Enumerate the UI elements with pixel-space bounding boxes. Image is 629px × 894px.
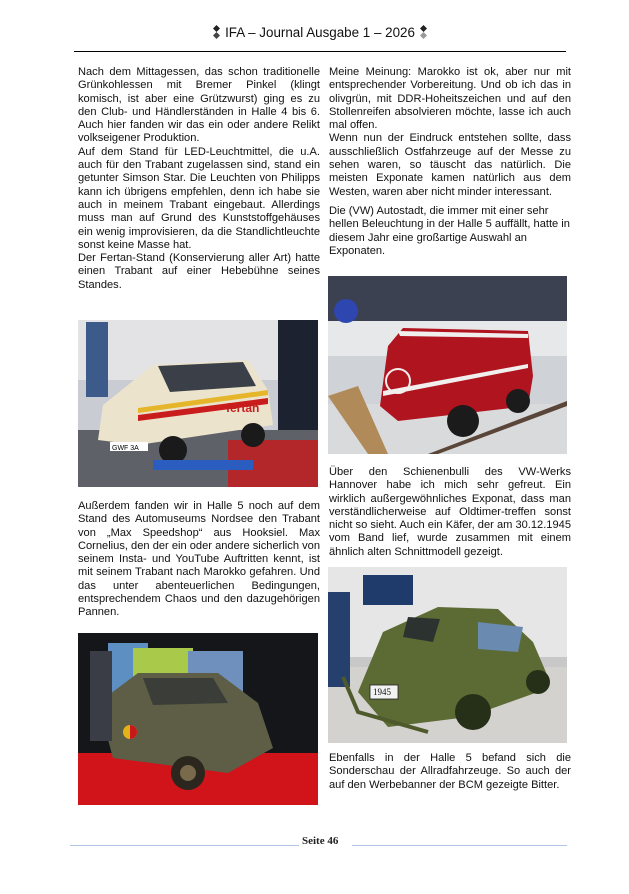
fertan-logo: fertan [226,401,260,415]
photo-trabant-fertan [78,320,318,487]
paragraph: Wenn nun der Eindruck entstehen sollte, dass ausschließlich Ostfahrzeuge auf der Messe zu sehen waren, so täuscht das natürlich. Die meisten Exponate kamen natürlich aus dem Westen, waren aber nicht minder interessant. [329,132,571,198]
photo-vw-schienenbulli [328,276,567,454]
diamond-ornament-icon [212,25,221,39]
paragraph: Auf dem Stand für LED-Leuchtmittel, die u.A. auch für den Trabant zugelassen sind, stand ein getunter Simson Star. Die Leuchten von Philipps kann ich übrigens empfehlen, denn ich habe sie auch in meinem Trabant eingebaut. Allerdings muss man auf Grund des Kunststoffgehäuses ein wenig improvisieren, da die Standlichtleuchte sonst keine Masse hat. [78,145,320,251]
license-plate: 1945 [373,687,391,697]
paragraph: Die (VW) Autostadt, die immer mit einer sehr hellen Beleuchtung in der Halle 5 auffällt, hatte in diesem Jahr eine großartige Auswahl an Exponaten. [329,204,570,257]
journal-title: IFA – Journal Ausgabe 1 – 2026 [225,25,415,40]
column-right-lower [329,466,571,559]
header-rule [74,51,566,52]
page-number: Seite 46 [302,835,339,847]
paragraph: Der Fertan-Stand (Konservierung aller Art) hatte einen Trabant auf einer Hebebühne seines Standes. [78,252,320,291]
paragraph: Über den Schienenbulli des VW-Werks Hannover habe ich mich sehr gefreut. Ein wirklich außergewöhnliches Exponat, dass man verständlicherweise auf Oldtimer-treffen sonst nicht so sieht. Auch ein Käfer, der am 30.12.1945 vom Band lief, wurde zusammen mit einem ähnlich alten Schnittmodell gezeigt. [329,466,571,558]
paragraph: Nach dem Mittagessen, das schon traditionelle Grünkohlessen mit Bremer Pinkel (klingt komisch, ist aber eine Grützwurst) ging es zu den Club- und Händlerständen in Halle 4 bis 6. Auch hier fanden wir das ein oder andere Relikt volkseigener Produktion. [78,66,320,145]
paragraph: Außerdem fanden wir in Halle 5 noch auf dem Stand des Automuseums Nordsee den Trabant von „Max Speedshop“ aus Hooksiel. Max Cornelius, den der ein oder andere sicherlich von seinem Insta- und YouTube Auftritten kennt, ist mit seinem Trabant nach Marokko gefahren. Und das unter abenteuerlichen Bedingungen, entsprechendem Chaos und den dazugehörigen Pannen. [78,500,320,619]
paragraph: Meine Meinung: Marokko ist ok, aber nur mit entsprechender Vorbereitung. Und ob ich das in olivgrün, mit DDR-Hoheitszeichen und auf den Stollenreifen absolvieren möchte, lasse ich auch mal offen. [329,66,571,132]
footer-rule-right [352,845,567,846]
license-plate: GWF 3A [112,445,139,452]
photo-trabant-olive [78,633,318,805]
photo-vw-kaefer-1945 [328,567,567,743]
column-right [329,66,571,258]
paragraph: Ebenfalls in der Halle 5 befand sich die Sonderschau der Allradfahrzeuge. So auch der auf den Werbebanner der BCM gezeigte Bitter. [329,752,571,791]
page-footer [0,833,629,853]
running-header [74,24,566,42]
diamond-ornament-icon [419,25,428,39]
column-left [78,66,320,292]
column-left-lower [78,500,320,620]
footer-rule-left [70,845,299,846]
column-right-end [329,752,571,792]
